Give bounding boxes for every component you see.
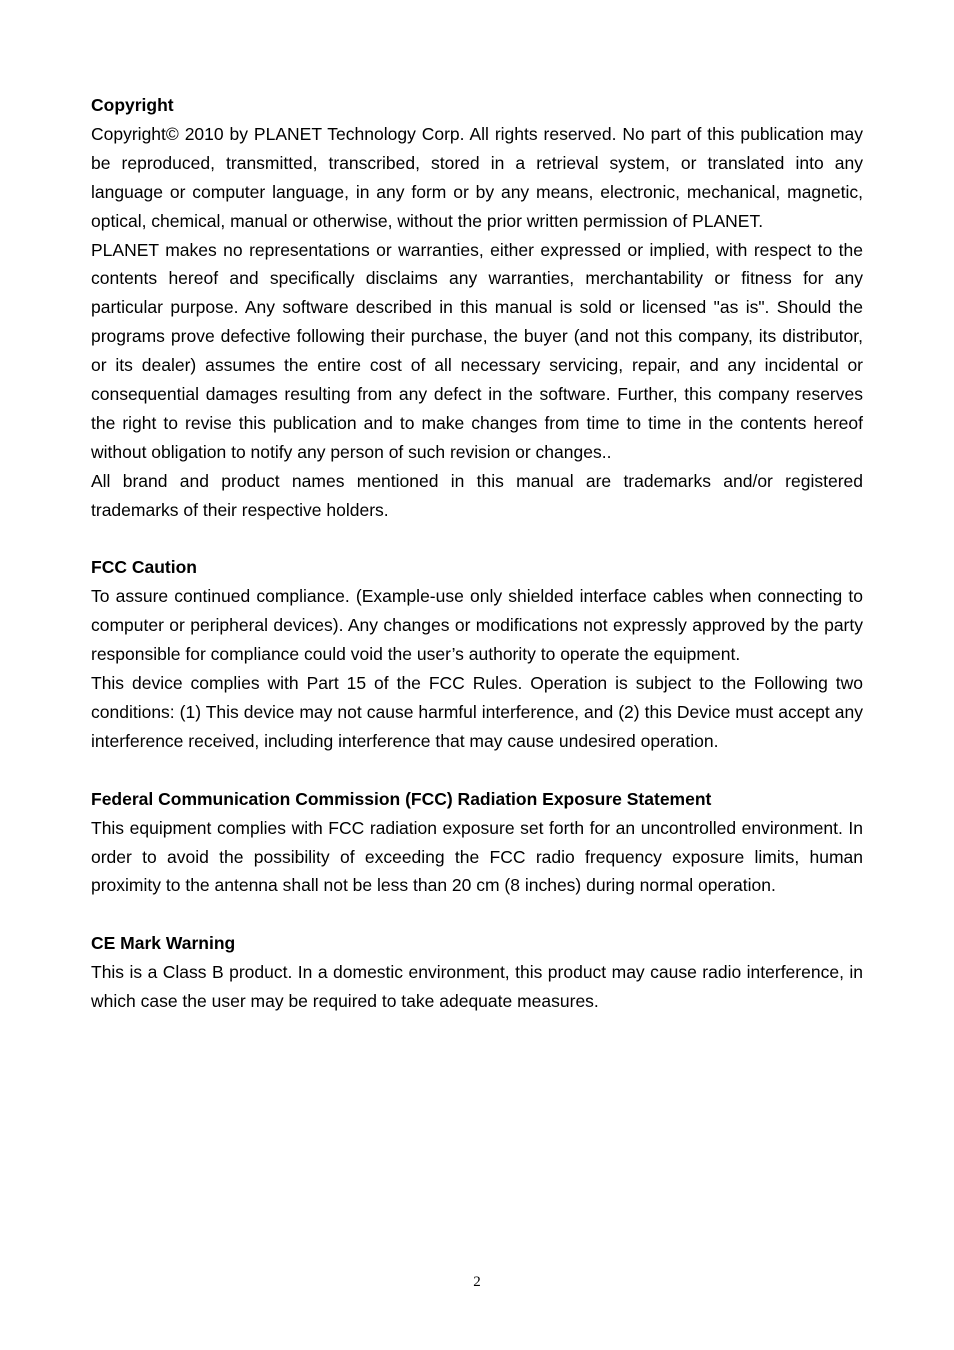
copyright-notice-paragraph: Copyright© 2010 by PLANET Technology Corp. All rights reserved. No part of this publication may be reproduced, transmitted, transcribed, stored in a retrieval system, or translated into any language or computer language, in any form or by any means, electronic, mechanical, magnetic, optical, chemical, manual or otherwise, without the prior written permission of PLANET.: [91, 123, 863, 231]
ce-mark-section: [91, 929, 863, 1016]
ce-mark-heading: CE Mark Warning: [91, 933, 236, 954]
fcc-radiation-paragraph: This equipment complies with FCC radiation exposure set forth for an uncontrolled environment. In order to avoid the possibility of exceeding the FCC radio frequency exposure limits, human proximity to the antenna shall not be less than 20 cm (8 inches) during normal operation.: [91, 817, 863, 896]
fcc-part15-paragraph: This device complies with Part 15 of the FCC Rules. Operation is subject to the Following two conditions: (1) This device may not cause harmful interference, and (2) this Device must accept any interference received, including interference that may cause undesired operation.: [91, 673, 863, 751]
ce-mark-paragraph: This is a Class B product. In a domestic environment, this product may cause radio interference, in which case the user may be required to take adequate measures.: [91, 962, 863, 1012]
fcc-radiation-section: [91, 785, 863, 901]
page-number: 2: [473, 1274, 481, 1290]
section-spacer: [91, 525, 863, 554]
section-spacer: [91, 756, 863, 785]
document-page: [91, 91, 863, 1016]
copyright-heading: Copyright: [91, 95, 174, 115]
fcc-compliance-paragraph: To assure continued compliance. (Example-use only shielded interface cables when connecting to computer or peripheral devices). Any changes or modifications not expressly approved by the party responsible for compliance could void the user’s authority to operate the equipment.: [91, 586, 863, 665]
fcc-radiation-heading: Federal Communication Commission (FCC) Radiation Exposure Statement: [91, 788, 712, 809]
copyright-section: [91, 91, 863, 525]
trademarks-paragraph: All brand and product names mentioned in this manual are trademarks and/or registered trademarks of their respective holders.: [91, 470, 863, 520]
fcc-caution-section: [91, 553, 863, 755]
section-spacer: [91, 900, 863, 929]
fcc-caution-heading: FCC Caution: [91, 557, 197, 578]
warranty-disclaimer-paragraph: PLANET makes no representations or warranties, either expressed or implied, with respect to the contents hereof and specifically disclaims any warranties, merchantability or fitness for any particular purpose. Any software described in this manual is sold or licensed "as is". Should the programs prove defective following their purchase, the buyer (and not this company, its distributor, or its dealer) assumes the entire cost of all necessary servicing, repair, and any incidental or consequential damages resulting from any defect in the software. Further, this company reserves the right to revise this publication and to make changes from time to time in the contents hereof without obligation to notify any person of such revision or changes..: [91, 239, 863, 462]
